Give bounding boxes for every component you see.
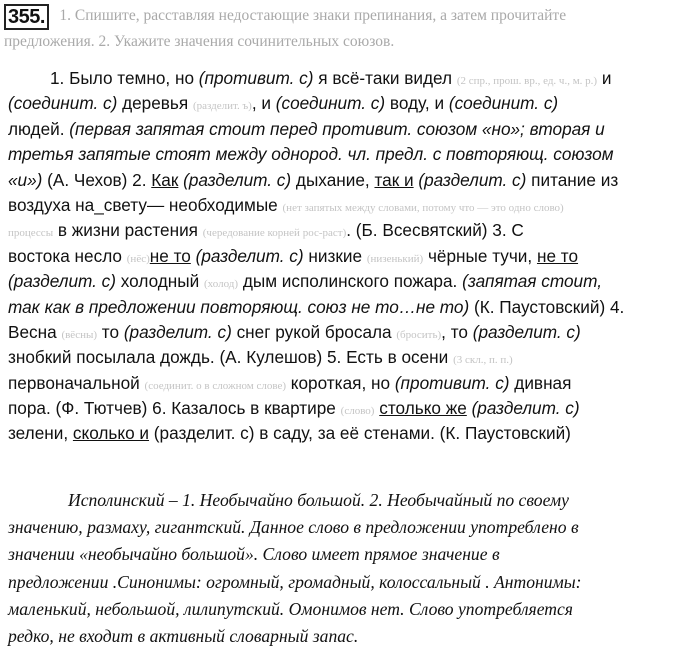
punctuation-note: третья запятые стоят между однород. чл. предл. с повторяющ. союзом xyxy=(8,144,614,165)
punctuation-note: «и») xyxy=(8,169,43,190)
exercise-answer-text xyxy=(8,66,692,447)
definition-line: значению, размаху, гигантский. Данное слово в предложении употреблено в xyxy=(8,517,579,538)
text-fragment: , то xyxy=(441,321,473,342)
text-line-8 xyxy=(8,244,692,269)
text-fragment: дыхание, xyxy=(291,169,375,190)
faded-annotation: (3 скл., п. п.) xyxy=(453,354,513,367)
task-instruction-line-2: предложения. 2. Укажите значения сочинительных союзов. xyxy=(4,33,395,50)
underlined-conjunction: Как xyxy=(151,169,179,190)
text-fragment: воду, и xyxy=(385,93,449,114)
text-line-15 xyxy=(8,421,692,446)
definition-line: значении «необычайно большой». Слово имеет прямое значение в xyxy=(8,544,500,565)
faded-annotation: (низенький) xyxy=(366,252,424,265)
text-line-11 xyxy=(8,320,692,345)
text-fragment: и xyxy=(597,68,612,88)
text-fragment: , и xyxy=(251,93,276,114)
exercise-number: 355. xyxy=(4,4,49,30)
conjunction-note: (противит. с) xyxy=(198,68,314,88)
text-line-12 xyxy=(8,345,692,370)
text-line-5 xyxy=(8,168,692,193)
text-fragment: холодный xyxy=(116,271,205,292)
text-line-3 xyxy=(8,117,692,142)
text-fragment: (К. Паустовский) 4. xyxy=(469,296,625,317)
text-fragment: . (Б. Всесвятский) 3. С xyxy=(346,220,524,241)
text-line-7 xyxy=(8,218,692,243)
underlined-conjunction: не то xyxy=(149,245,191,266)
conjunction-note: (разделит. с) xyxy=(466,398,580,419)
text-fragment: в жизни растения xyxy=(53,220,203,241)
faded-annotation: (слово) xyxy=(340,405,375,418)
conjunction-note: (разделит. с) xyxy=(472,321,581,342)
definition-line: Исполинский – 1. Необычайно большой. 2. Необычайный по своему xyxy=(68,490,569,510)
conjunction-note: (соединит. с) xyxy=(275,93,386,114)
task-instruction-line-1: 1. Спишите, расставляя недостающие знаки препинания, а затем прочитайте xyxy=(59,7,567,24)
text-line-9 xyxy=(8,269,692,294)
underlined-conjunction: столько же xyxy=(379,398,467,419)
text-fragment: зелени, xyxy=(8,423,73,444)
text-fragment: я всё-таки видел xyxy=(313,68,457,88)
text-fragment: то xyxy=(97,321,124,342)
text-fragment: Весна xyxy=(8,321,62,342)
conjunction-note: (разделит. с) xyxy=(413,169,527,190)
text-fragment: чёрные тучи, xyxy=(423,245,537,266)
text-line-1 xyxy=(8,66,692,91)
text-fragment: снег рукой бросала xyxy=(231,321,397,342)
text-line-10 xyxy=(8,295,692,320)
conjunction-note: (соединит. с) xyxy=(8,93,118,114)
faded-annotation: (вёсны) xyxy=(61,328,98,341)
text-fragment: (А. Чехов) 2. xyxy=(42,169,152,190)
text-line-13 xyxy=(8,371,692,396)
faded-annotation: (бросить) xyxy=(396,328,442,341)
definition-line: маленький, небольшой, лилипутский. Омонимов нет. Слово употребляется xyxy=(8,598,573,619)
word-definition xyxy=(8,487,692,650)
definition-line: редко, не входит в активный словарный запас. xyxy=(8,625,359,646)
conjunction-note: (разделит. с) xyxy=(123,321,232,342)
text-line-4 xyxy=(8,142,692,167)
text-fragment: первоначальной xyxy=(8,372,145,393)
faded-annotation: (нёс) xyxy=(126,252,150,265)
faded-annotation: (2 спр., прош. вр., ед. ч., м. р.) xyxy=(456,75,598,87)
punctuation-note: так как в предложении повторяющ. союз не то…не то) xyxy=(8,296,470,317)
text-fragment: людей. xyxy=(8,118,70,139)
faded-annotation: (разделит. ъ) xyxy=(192,100,252,113)
conjunction-note: (разделит. с) xyxy=(178,169,292,190)
conjunction-note: (соединит. с) xyxy=(448,93,559,114)
punctuation-note: (первая запятая стоит перед противит. союзом «но»; вторая и xyxy=(69,118,605,139)
text-fragment: дым исполинского пожара. xyxy=(238,271,463,292)
conjunction-note: (разделит. с) xyxy=(8,271,116,292)
underlined-conjunction: сколько и xyxy=(72,423,150,444)
text-line-14 xyxy=(8,396,692,421)
faded-annotation: (холод) xyxy=(204,278,239,291)
exercise-header xyxy=(4,4,694,53)
faded-annotation: (соединит. о в сложном слове) xyxy=(144,379,287,392)
faded-annotation: процессы xyxy=(8,227,54,240)
faded-annotation: (чередование корней рос-раст) xyxy=(202,227,347,240)
text-fragment: (разделит. с) в саду, за её стенами. (К. Паустовский) xyxy=(149,423,571,444)
text-fragment: короткая, но xyxy=(286,372,395,393)
text-fragment: дивная xyxy=(509,372,572,393)
text-line-2 xyxy=(8,91,692,116)
text-fragment: востока несло xyxy=(8,245,127,266)
underlined-conjunction: не то xyxy=(536,245,579,266)
text-fragment: питание из xyxy=(526,169,619,190)
conjunction-note: (противит. с) xyxy=(394,372,510,393)
text-fragment: низкие xyxy=(303,245,367,266)
text-fragment: знобкий посылала дождь. (А. Кулешов) 5. Есть в осени xyxy=(8,347,454,368)
text-fragment: 1. Было темно, но xyxy=(50,68,199,88)
definition-line: предложении .Синонимы: огромный, громадный, колоссальный . Антонимы: xyxy=(8,571,582,592)
underlined-conjunction: так и xyxy=(374,169,414,190)
text-line-6 xyxy=(8,193,692,218)
text-fragment: деревья xyxy=(117,93,193,114)
conjunction-note: (разделит. с) xyxy=(190,245,304,266)
text-fragment: пора. (Ф. Тютчев) 6. Казалось в квартире xyxy=(8,398,341,419)
faded-annotation: (нет запятых между словами, потому что — это одно слово) xyxy=(282,201,564,214)
text-fragment: воздуха на_свету— необходимые xyxy=(8,194,283,215)
punctuation-note: (запятая стоит, xyxy=(462,271,602,292)
